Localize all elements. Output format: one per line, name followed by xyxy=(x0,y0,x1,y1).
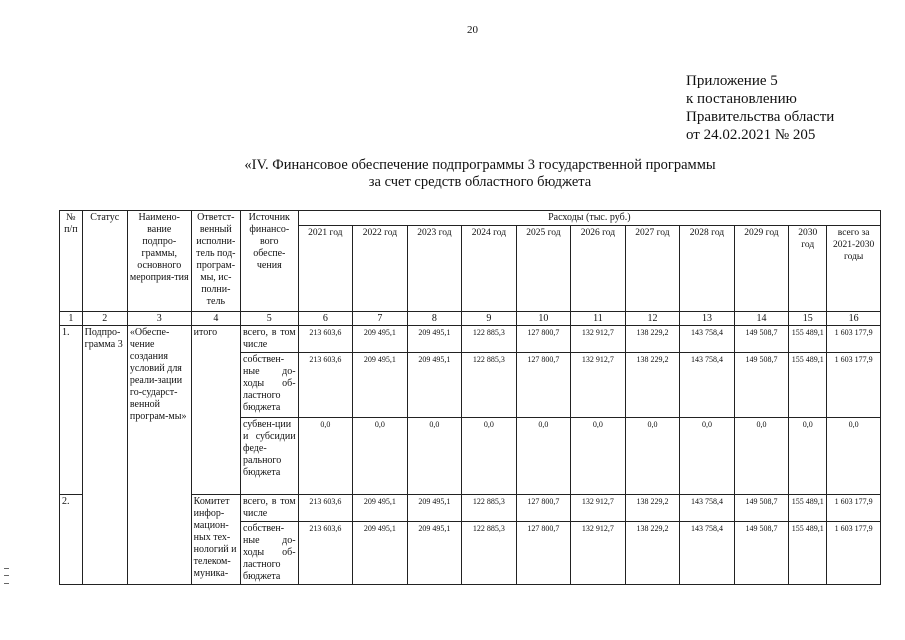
table-cell: 1 603 177,9 xyxy=(827,326,881,353)
header-num: № п/п xyxy=(60,211,83,312)
table-cell: 209 495,1 xyxy=(407,326,462,353)
row-source: всего, в том числе xyxy=(241,495,299,522)
header-row xyxy=(60,211,881,226)
row-num: 1. xyxy=(60,326,83,495)
table-cell: 213 603,6 xyxy=(298,326,353,353)
header-year: 2023 год xyxy=(407,226,462,312)
table-cell: 155 489,1 xyxy=(789,326,827,353)
row-responsible: итого xyxy=(191,326,240,495)
appendix-block xyxy=(686,72,834,144)
table-cell: 1 603 177,9 xyxy=(827,353,881,418)
column-number: 12 xyxy=(625,312,680,326)
table-cell: 155 489,1 xyxy=(789,495,827,522)
column-number: 3 xyxy=(127,312,191,326)
column-number: 7 xyxy=(353,312,408,326)
row-responsible: Комитет инфор-мацион-ных тех-нологий и телеком-муника- xyxy=(191,495,240,585)
row-source: всего, в том числе xyxy=(241,326,299,353)
table-cell: 155 489,1 xyxy=(789,353,827,418)
header-year: 2030 год xyxy=(789,226,827,312)
table-cell: 0,0 xyxy=(625,418,680,495)
header-name: Наимено-вание подпро-граммы, основного мероприя-тия xyxy=(127,211,191,312)
table-cell: 132 912,7 xyxy=(571,326,626,353)
title-line: за счет средств областного бюджета xyxy=(368,174,592,190)
column-number: 11 xyxy=(571,312,626,326)
document-title xyxy=(190,157,770,191)
table-cell: 149 508,7 xyxy=(734,353,789,418)
table-cell: 209 495,1 xyxy=(407,495,462,522)
table-cell: 1 603 177,9 xyxy=(827,522,881,585)
table-cell: 209 495,1 xyxy=(353,353,408,418)
table-cell: 127 800,7 xyxy=(516,326,571,353)
header-year: 2027 год xyxy=(625,226,680,312)
table-cell: 209 495,1 xyxy=(407,353,462,418)
header-year: 2025 год xyxy=(516,226,571,312)
appendix-line: к постановлению xyxy=(686,91,797,107)
table-cell: 0,0 xyxy=(680,418,735,495)
header-year: 2021 год xyxy=(298,226,353,312)
header-responsible: Ответст-венный исполни-тель под-програм-мы, ис-полни-тель xyxy=(191,211,240,312)
table-cell: 143 758,4 xyxy=(680,353,735,418)
table-cell: 138 229,2 xyxy=(625,495,680,522)
header-year: 2029 год xyxy=(734,226,789,312)
column-number: 6 xyxy=(298,312,353,326)
table-cell: 149 508,7 xyxy=(734,495,789,522)
column-number: 14 xyxy=(734,312,789,326)
table-cell: 209 495,1 xyxy=(353,326,408,353)
title-line: «IV. Финансовое обеспечение подпрограммы 3 государственной программы xyxy=(244,157,716,173)
row-source: субвен-ции и субсидии феде-рального бюджета xyxy=(241,418,299,495)
header-source: Источник финансо-вого обеспе-чения xyxy=(241,211,299,312)
table-cell: 0,0 xyxy=(462,418,517,495)
column-number: 9 xyxy=(462,312,517,326)
table-row xyxy=(60,326,881,353)
table-cell: 209 495,1 xyxy=(353,495,408,522)
column-number: 1 xyxy=(60,312,83,326)
column-number: 5 xyxy=(241,312,299,326)
table-cell: 127 800,7 xyxy=(516,353,571,418)
table-cell: 149 508,7 xyxy=(734,522,789,585)
table-cell: 122 885,3 xyxy=(462,522,517,585)
table-cell: 209 495,1 xyxy=(353,522,408,585)
table-cell: 0,0 xyxy=(734,418,789,495)
table-cell: 0,0 xyxy=(571,418,626,495)
table-cell: 122 885,3 xyxy=(462,495,517,522)
page-number: 20 xyxy=(467,24,478,36)
column-number: 2 xyxy=(82,312,127,326)
table-cell: 132 912,7 xyxy=(571,522,626,585)
table-cell: 143 758,4 xyxy=(680,522,735,585)
header-year: 2024 год xyxy=(462,226,517,312)
row-status: Подпро-грамма 3 xyxy=(82,326,127,585)
header-status: Статус xyxy=(82,211,127,312)
table-cell: 127 800,7 xyxy=(516,495,571,522)
appendix-line: Приложение 5 xyxy=(686,73,778,89)
column-number: 16 xyxy=(827,312,881,326)
table-cell: 127 800,7 xyxy=(516,522,571,585)
column-number: 4 xyxy=(191,312,240,326)
row-source: собствен-ные до-ходы об-ластного бюджета xyxy=(241,522,299,585)
budget-table xyxy=(59,210,881,585)
table-cell: 1 603 177,9 xyxy=(827,495,881,522)
column-number: 8 xyxy=(407,312,462,326)
row-name: «Обеспе-чение создания условий для реали-зации го-сударст-венной програм-мы» xyxy=(127,326,191,585)
column-number: 15 xyxy=(789,312,827,326)
table-cell: 0,0 xyxy=(827,418,881,495)
table-cell: 0,0 xyxy=(789,418,827,495)
table-cell: 149 508,7 xyxy=(734,326,789,353)
table-cell: 213 603,6 xyxy=(298,522,353,585)
table-cell: 143 758,4 xyxy=(680,495,735,522)
table-cell: 138 229,2 xyxy=(625,353,680,418)
table-cell: 122 885,3 xyxy=(462,353,517,418)
table-cell: 0,0 xyxy=(353,418,408,495)
table-cell: 213 603,6 xyxy=(298,495,353,522)
table-cell: 132 912,7 xyxy=(571,353,626,418)
table-cell: 209 495,1 xyxy=(407,522,462,585)
row-num: 2. xyxy=(60,495,83,585)
table-cell: 138 229,2 xyxy=(625,522,680,585)
table-cell: 213 603,6 xyxy=(298,353,353,418)
header-year: 2022 год xyxy=(353,226,408,312)
row-source: собствен-ные до-ходы об-ластного бюджета xyxy=(241,353,299,418)
appendix-line: Правительства области xyxy=(686,109,835,125)
table-cell: 132 912,7 xyxy=(571,495,626,522)
table-cell: 0,0 xyxy=(298,418,353,495)
column-number: 13 xyxy=(680,312,735,326)
table-cell: 138 229,2 xyxy=(625,326,680,353)
appendix-line: от 24.02.2021 № 205 xyxy=(686,127,816,143)
table-cell: 122 885,3 xyxy=(462,326,517,353)
table-cell: 155 489,1 xyxy=(789,522,827,585)
table-cell: 0,0 xyxy=(407,418,462,495)
column-number: 10 xyxy=(516,312,571,326)
column-number-row xyxy=(60,312,881,326)
header-year: 2026 год xyxy=(571,226,626,312)
table-cell: 0,0 xyxy=(516,418,571,495)
header-expenses: Расходы (тыс. руб.) xyxy=(298,211,880,226)
header-year-total: всего за 2021-2030 годы xyxy=(827,226,881,312)
table-cell: 143 758,4 xyxy=(680,326,735,353)
header-year: 2028 год xyxy=(680,226,735,312)
scan-margin-mark xyxy=(4,568,9,584)
